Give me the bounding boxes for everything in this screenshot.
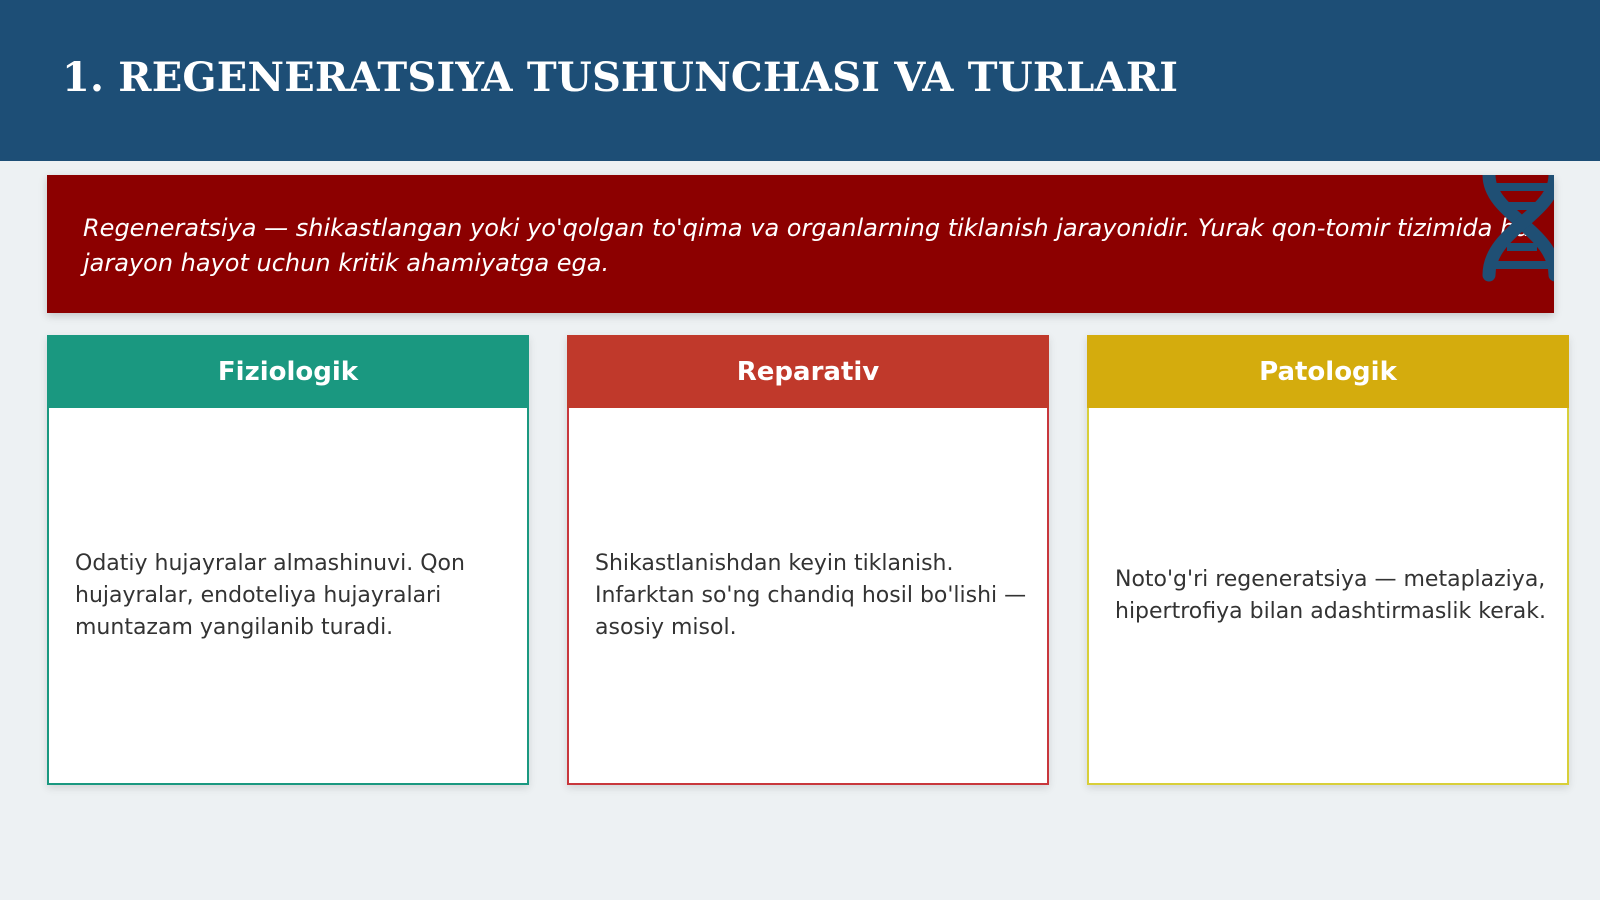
definition-line-2: jarayon hayot uchun kritik ahamiyatga ega. <box>83 249 610 277</box>
card-text-line: Infarktan so'ng chandiq hosil bo'lishi — <box>595 582 1027 608</box>
slide-title: 1. REGENERATSIYA TUSHUNCHASI VA TURLARI <box>62 54 1179 101</box>
card-body <box>75 408 503 783</box>
card-text-line: hujayralar, endoteliya hujayralari <box>75 582 442 608</box>
card-description <box>595 548 1026 644</box>
card-description <box>1115 564 1546 628</box>
card-title: Fiziologik <box>47 335 529 408</box>
dna-icon <box>1467 175 1554 290</box>
card-text-line: Odatiy hujayralar almashinuvi. Qon <box>75 550 465 576</box>
definition-text <box>83 211 1531 281</box>
card-fiziologik <box>47 335 529 785</box>
card-text-line: hipertrofiya bilan adashtirmaslik kerak. <box>1115 598 1547 624</box>
card-text-line: asosiy misol. <box>595 614 737 640</box>
card-description <box>75 548 465 644</box>
card-body <box>595 408 1027 783</box>
card-patologik <box>1087 335 1569 785</box>
card-reparativ <box>567 335 1049 785</box>
card-title: Reparativ <box>567 335 1049 408</box>
card-text-line: muntazam yangilanib turadi. <box>75 614 394 640</box>
card-title: Patologik <box>1087 335 1569 408</box>
card-body <box>1115 408 1547 783</box>
definition-banner <box>47 175 1554 313</box>
card-text-line: Noto'g'ri regeneratsiya — metaplaziya, <box>1115 566 1546 592</box>
card-text-line: Shikastlanishdan keyin tiklanish. <box>595 550 954 576</box>
slide-header <box>0 0 1600 161</box>
definition-line-1: Regeneratsiya — shikastlangan yoki yo'qolgan to'qima va organlarning tiklanish jarayonidir. Yurak qon-tomir tizimida bu <box>83 214 1531 242</box>
